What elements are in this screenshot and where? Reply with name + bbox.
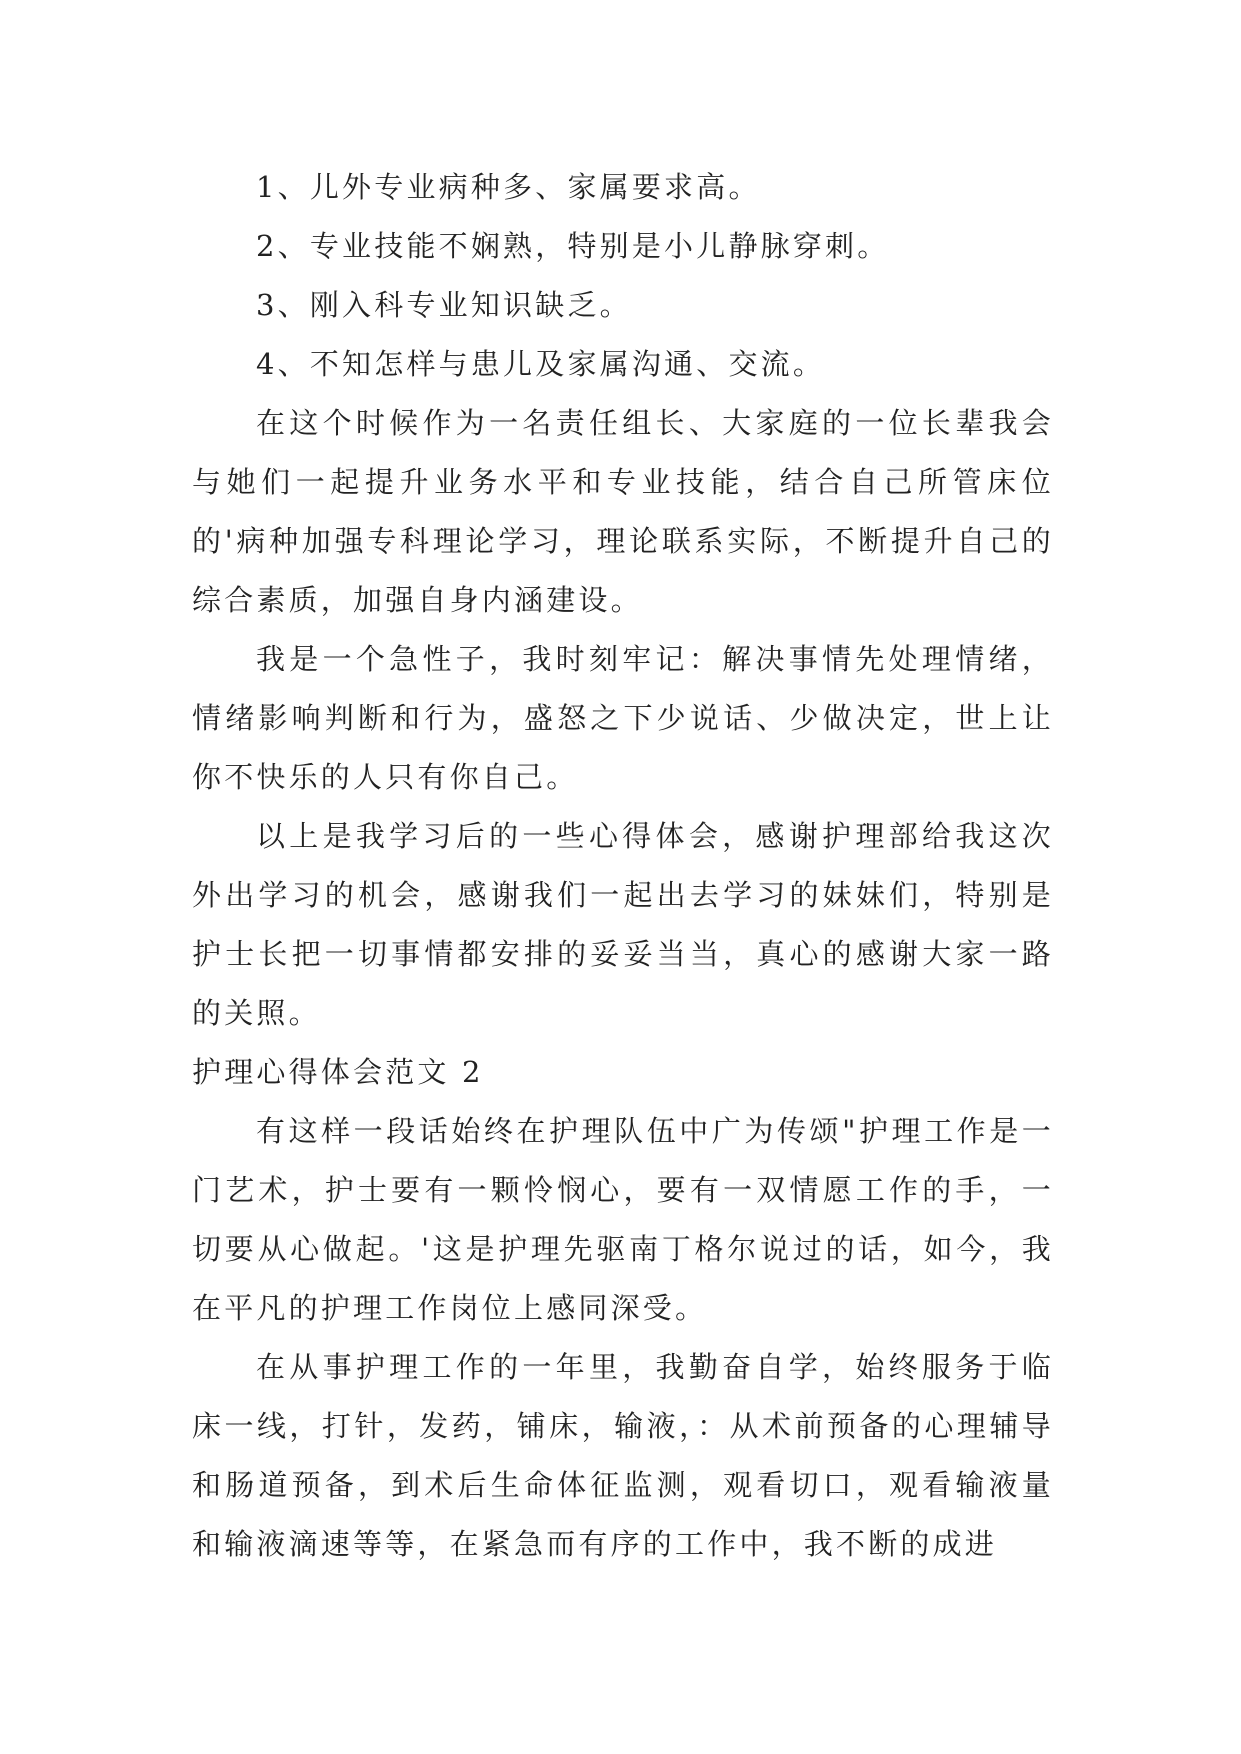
paragraph-thanks: 以上是我学习后的一些心得体会，感谢护理部给我这次外出学习的机会，感谢我们一起出去学习的妹妹们，特别是护士长把一切事情都安排的妥妥当当，真心的感谢大家一路的关照。 (192, 819, 1054, 1030)
document-body (192, 158, 1054, 1574)
list-item-4: 4、不知怎样与患儿及家属沟通、交流。 (256, 347, 826, 381)
paragraph-nightingale: 有这样一段话始终在护理队伍中广为传颂"护理工作是一门艺术，护士要有一颗怜悯心，要有一双情愿工作的手，一切要从心做起。'这是护理先驱南丁格尔说过的话，如今，我在平凡的护理工作岗位上感同深受。 (192, 1114, 1054, 1325)
paragraph-team-leader: 在这个时候作为一名责任组长、大家庭的一位长辈我会与她们一起提升业务水平和专业技能，结合自己所管床位的'病种加强专科理论学习，理论联系实际，不断提升自己的综合素质，加强自身内涵建设。 (192, 406, 1054, 617)
section-heading: 护理心得体会范文 2 (192, 1055, 484, 1089)
list-item-3: 3、刚入科专业知识缺乏。 (256, 288, 632, 322)
paragraph-clinical-work: 在从事护理工作的一年里，我勤奋自学，始终服务于临床一线，打针，发药，铺床，输液，：从术前预备的心理辅导和肠道预备，到术后生命体征监测，观看切口，观看输液量和输液滴速等等，在紧急而有序的工作中，我不断的成进 (192, 1350, 1054, 1561)
list-item-2: 2、专业技能不娴熟，特别是小儿静脉穿刺。 (256, 229, 890, 263)
paragraph-temper: 我是一个急性子，我时刻牢记：解决事情先处理情绪，情绪影响判断和行为，盛怒之下少说话、少做决定，世上让你不快乐的人只有你自己。 (192, 642, 1054, 794)
list-item-1: 1、儿外专业病种多、家属要求高。 (256, 170, 761, 204)
